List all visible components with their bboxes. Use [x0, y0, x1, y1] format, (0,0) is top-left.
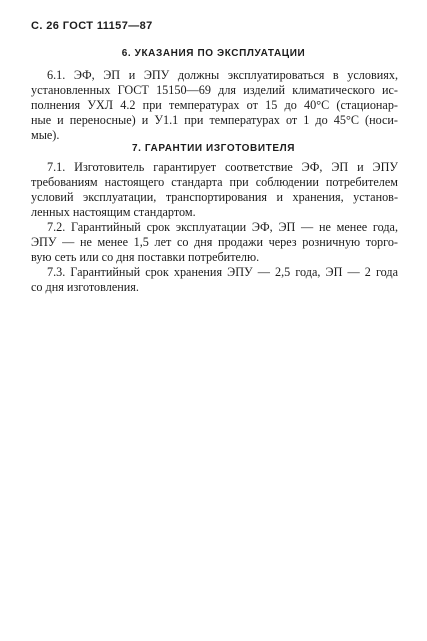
section-7-line-5: 7.2. Гарантийный срок эксплуатации ЭФ, ЭП — не менее года, [47, 220, 398, 234]
running-header: С. 26 ГОСТ 11157—87 [31, 20, 153, 32]
section-7-line-8: 7.3. Гарантийный срок хранения ЭПУ — 2,5 года, ЭП — 2 года [47, 265, 398, 279]
section-6-line-1: 6.1. ЭФ, ЭП и ЭПУ должны эксплуатироваться в условиях, [47, 68, 398, 82]
section-7-line-1: 7.1. Изготовитель гарантирует соответствие ЭФ, ЭП и ЭПУ [47, 160, 398, 174]
section-7-line-3: условий эксплуатации, транспортирования и хранения, установ- [31, 190, 398, 204]
section-7-line-6: ЭПУ — не менее 1,5 лет со дня продажи через розничную торго- [31, 235, 398, 249]
section-7-line-4: ленных настоящим стандартом. [31, 205, 196, 219]
section-6-line-3: полнения УХЛ 4.2 при температурах от 15 до 40°С (стационар- [31, 98, 398, 112]
section-7-line-9: со дня изготовления. [31, 280, 139, 294]
section-7-line-2: требованиям настоящего стандарта при соблюдении потребителем [31, 175, 398, 189]
section-6-title: 6. УКАЗАНИЯ ПО ЭКСПЛУАТАЦИИ [121, 48, 306, 59]
section-6-line-2: установленных ГОСТ 15150—69 для изделий климатического ис- [31, 83, 398, 97]
section-7-title: 7. ГАРАНТИИ ИЗГОТОВИТЕЛЯ [131, 143, 296, 154]
section-6-line-4: ные и переносные) и У1.1 при температурах от 1 до 45°С (носи- [31, 113, 398, 127]
section-6-line-5: мые). [31, 128, 60, 142]
section-7-line-7: вую сеть или со дня поставки потребителю. [31, 250, 260, 264]
